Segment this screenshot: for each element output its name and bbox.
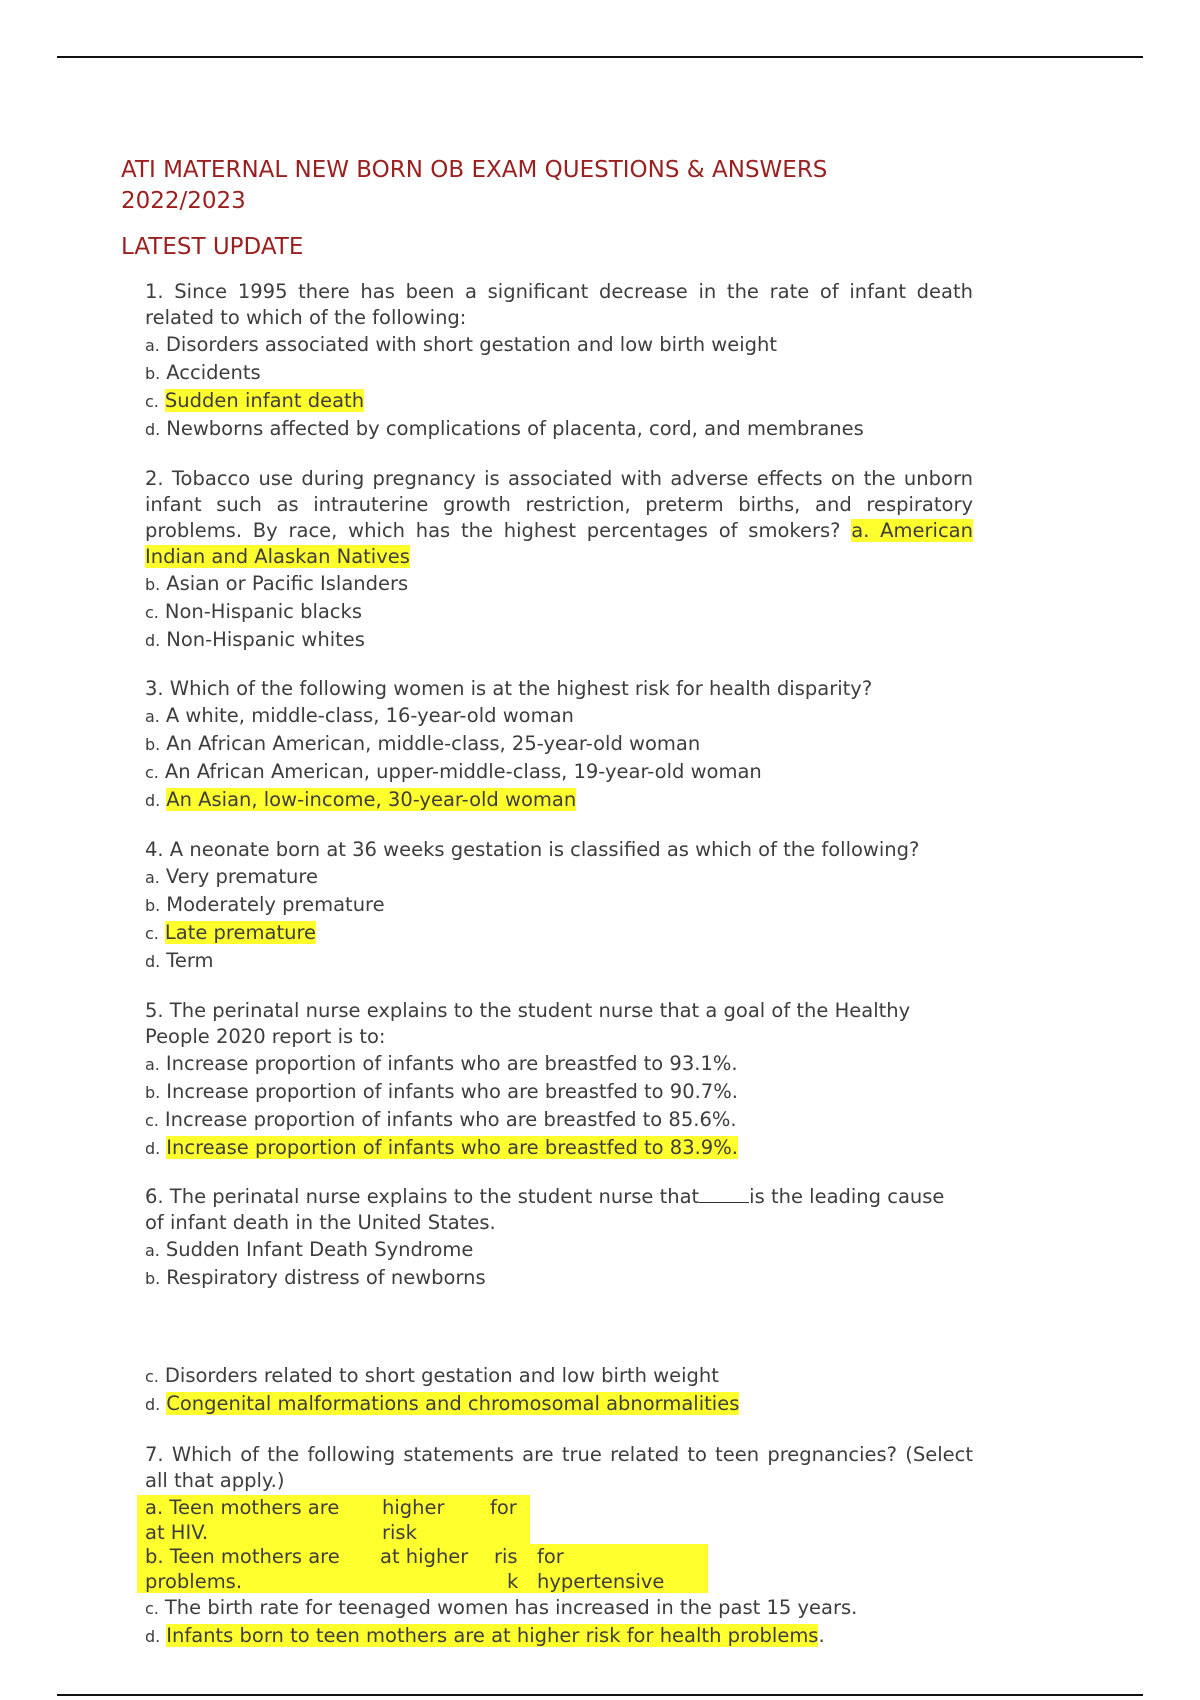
- question-text: 1. Since 1995 there has been a significant decrease in the rate of infant death related to which of the following:: [145, 280, 973, 329]
- answer-a-correct: a. American Indian and Alaskan Natives: [145, 519, 973, 568]
- option-d: d. Non-Hispanic whites: [145, 628, 365, 651]
- option-b: b. Moderately premature: [145, 893, 385, 916]
- option-c: c. An African American, upper-middle-class, 19-year-old woman: [145, 760, 762, 783]
- option-b: b. Accidents: [145, 361, 261, 384]
- option-a: a. Increase proportion of infants who are breastfed to 93.1%.: [145, 1052, 738, 1075]
- question-text: 3. Which of the following women is at the highest risk for health disparity?: [145, 677, 873, 700]
- option-d-correct: d. Congenital malformations and chromosomal abnormalities: [145, 1392, 740, 1415]
- option-d-correct: d. An Asian, low-income, 30-year-old woman: [145, 788, 577, 811]
- question-text: 6. The perinatal nurse explains to the student nurse that is the leading cause of infant death in the United States.: [145, 1185, 945, 1234]
- option-c-correct: c. Sudden infant death: [145, 389, 365, 412]
- question-7: [145, 1442, 973, 1494]
- answer-blank: [699, 1184, 749, 1203]
- question-3: [145, 676, 973, 814]
- question-6-continued: [145, 1362, 973, 1418]
- option-d: d. Newborns affected by complications of placenta, cord, and membranes: [145, 417, 864, 440]
- question-7-continued: [145, 1594, 973, 1650]
- answer-b-block: b. Teen mothers are at higher ris for problems. k hypertensive: [137, 1544, 708, 1593]
- question-1: [145, 279, 973, 443]
- option-a: a. A white, middle-class, 16-year-old woman: [145, 704, 574, 727]
- question-text: 5. The perinatal nurse explains to the student nurse that a goal of the Healthy People 2020 report is to:: [145, 999, 911, 1048]
- option-a: a. Sudden Infant Death Syndrome: [145, 1238, 474, 1261]
- option-c-correct: c. Late premature: [145, 921, 317, 944]
- option-a: a. Very premature: [145, 865, 318, 888]
- document-subtitle: LATEST UPDATE: [121, 234, 304, 260]
- question-text: 4. A neonate born at 36 weeks gestation is classified as which of the following?: [145, 838, 920, 861]
- option-c: c. Increase proportion of infants who are breastfed to 85.6%.: [145, 1108, 737, 1131]
- option-d-correct: d. Increase proportion of infants who are breastfed to 83.9%.: [145, 1136, 738, 1159]
- option-c: c. Disorders related to short gestation and low birth weight: [145, 1364, 719, 1387]
- option-b: b. An African American, middle-class, 25-year-old woman: [145, 732, 701, 755]
- option-d: d. Term: [145, 949, 214, 972]
- question-5: [145, 998, 973, 1162]
- answer-a-block: a. Teen mothers are higher for at HIV. risk: [137, 1495, 530, 1544]
- question-4: [145, 837, 973, 975]
- question-text: 7. Which of the following statements are true related to teen pregnancies? (Select all that apply.): [145, 1443, 973, 1492]
- option-d-correct: d. Infants born to teen mothers are at higher risk for health problems.: [145, 1624, 825, 1647]
- question-6: [145, 1184, 1025, 1292]
- bottom-rule: [57, 1694, 1143, 1696]
- top-rule: [57, 56, 1143, 58]
- option-b: b. Asian or Pacific Islanders: [145, 572, 409, 595]
- option-c: c. The birth rate for teenaged women has increased in the past 15 years.: [145, 1596, 858, 1619]
- question-text: 2. Tobacco use during pregnancy is associated with adverse effects on the unborn infant such as intrauterine growth restriction, preterm births, and respiratory problems. By race, which has the highest percentages of smokers? a. American Indian and Alaskan Natives: [145, 467, 973, 568]
- option-b: b. Respiratory distress of newborns: [145, 1266, 486, 1289]
- option-b: b. Increase proportion of infants who are breastfed to 90.7%.: [145, 1080, 738, 1103]
- option-a: a. Disorders associated with short gestation and low birth weight: [145, 333, 778, 356]
- option-c: c. Non-Hispanic blacks: [145, 600, 362, 623]
- question-2: [145, 466, 973, 654]
- document-title: ATI MATERNAL NEW BORN OB EXAM QUESTIONS & ANSWERS 2022/2023: [121, 157, 828, 214]
